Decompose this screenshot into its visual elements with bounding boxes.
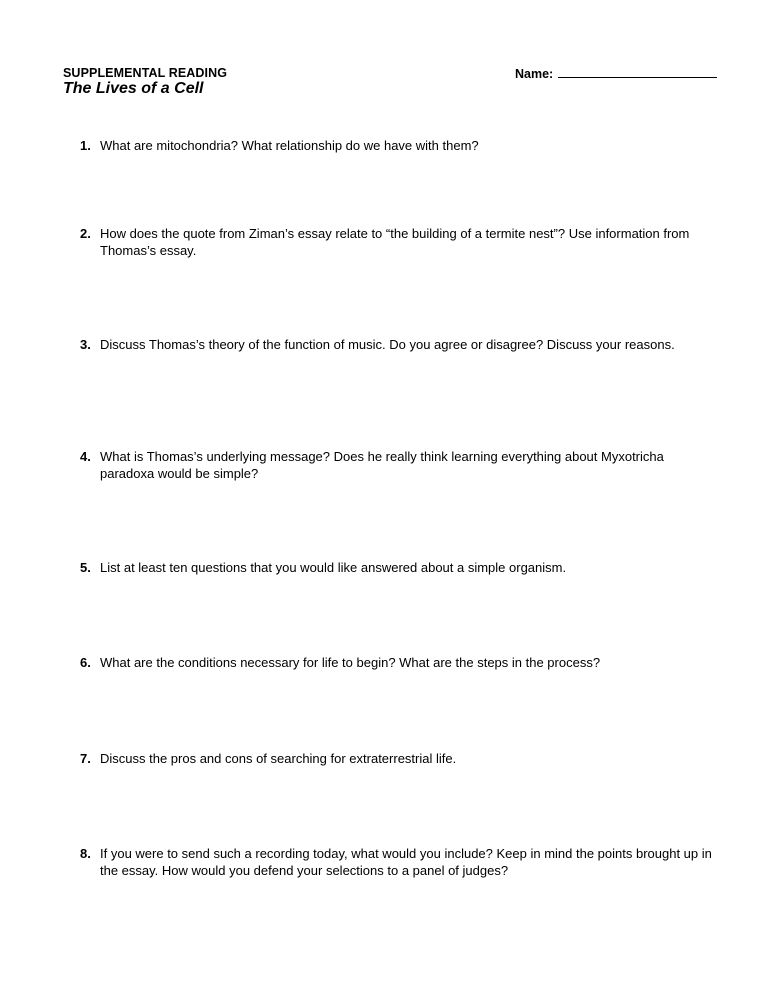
question-number: 8.: [80, 846, 91, 861]
question-text: What are the conditions necessary for life to begin? What are the steps in the process?: [100, 655, 601, 670]
question-text: Discuss Thomas’s theory of the function of music. Do you agree or disagree? Discuss your reasons.: [100, 337, 675, 352]
question-text: Discuss the pros and cons of searching for extraterrestrial life.: [100, 751, 457, 766]
question-text: How does the quote from Ziman’s essay relate to “the building of a termite nest”? Use information from Thomas’s essay.: [100, 226, 690, 258]
question-number: 7.: [80, 751, 91, 766]
name-label: Name:: [515, 67, 554, 81]
question-number: 2.: [80, 226, 91, 241]
question-number: 1.: [80, 138, 91, 153]
question-8: [80, 845, 720, 879]
question-number: 6.: [80, 655, 91, 670]
name-blank-line: [558, 66, 717, 78]
question-6: [80, 654, 720, 671]
name-field: [515, 66, 717, 81]
page-title: The Lives of a Cell: [63, 80, 204, 97]
question-3: [80, 336, 720, 353]
question-text: What is Thomas’s underlying message? Does he really think learning everything about Myxotricha paradoxa would be simple?: [100, 449, 664, 481]
question-number: 3.: [80, 337, 91, 352]
question-5: [80, 559, 720, 576]
question-number: 4.: [80, 449, 91, 464]
question-1: [80, 137, 720, 154]
question-text: What are mitochondria? What relationship do we have with them?: [100, 138, 479, 153]
worksheet-label: SUPPLEMENTAL READING: [63, 66, 228, 80]
question-2: [80, 225, 720, 259]
question-number: 5.: [80, 560, 91, 575]
question-4: [80, 448, 720, 482]
question-text: If you were to send such a recording today, what would you include? Keep in mind the points brought up in the essay. How would you defend your selections to a panel of judges?: [100, 846, 712, 878]
question-text: List at least ten questions that you would like answered about a simple organism.: [100, 560, 567, 575]
question-7: [80, 750, 720, 767]
